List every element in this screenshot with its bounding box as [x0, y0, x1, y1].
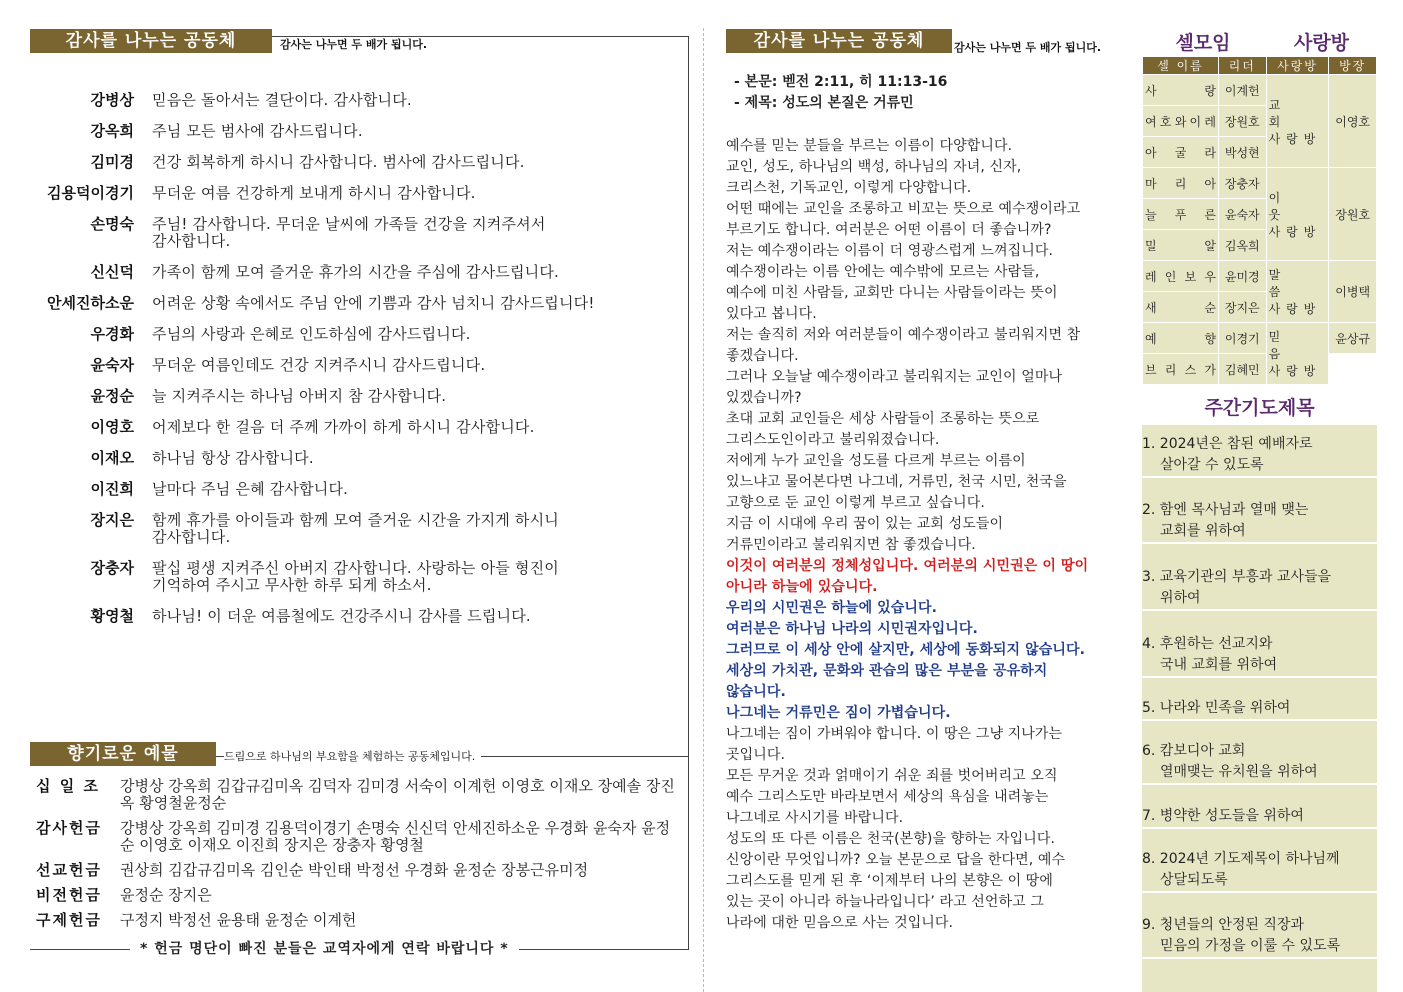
- thanks-text: [134, 216, 664, 250]
- offering-row: [36, 887, 686, 904]
- thanks-name: 장지은: [90, 511, 134, 529]
- thanks-row: [30, 560, 680, 594]
- offering-names: 구정지 박정선 윤용태 윤정순 이계헌: [120, 911, 357, 929]
- thanks-text: [134, 264, 664, 281]
- thanks-line: 주님의 사랑과 은혜로 인도하심에 감사드립니다.: [152, 325, 471, 343]
- thanks-line: 날마다 주님 은혜 감사합니다.: [152, 480, 349, 498]
- thanks-name: 이진희: [90, 480, 134, 498]
- thanks-text: [134, 608, 664, 625]
- sermon-line: 있겠습니까?: [726, 390, 802, 406]
- cell-row: [1143, 323, 1377, 354]
- thanks-line: 함께 휴가를 아이들과 함께 모여 즐거운 시간을 가지게 하시니: [152, 511, 559, 529]
- thanks-name: 윤정순: [90, 387, 134, 405]
- sermon-line: 나라에 대한 믿음으로 사는 것입니다.: [726, 915, 954, 931]
- col-cell-name: 셀 이름: [1143, 57, 1219, 75]
- cell-name: [1143, 292, 1219, 323]
- cell-name-text: 새 순: [1145, 300, 1216, 315]
- offering-names: 강병상 강옥희 김갑규김미옥 김덕자 김미경 서숙이 이계헌 이영호 이재오 장예솔 장진옥 황영철윤정순: [120, 777, 675, 812]
- cell-name-text: 밀 알: [1145, 238, 1216, 253]
- prayer-line: 교회를 위하여: [1160, 523, 1246, 539]
- col-room-leader: 방장: [1329, 57, 1377, 75]
- cell-name-text: 아 굴 라: [1145, 145, 1216, 160]
- thanks-line: 감사합니다.: [152, 528, 231, 546]
- offering-row: [36, 778, 686, 812]
- thanks-text: [134, 154, 664, 171]
- sermon-line: 그리스도를 믿게 된 후 ‘이제부터 나의 본향은 이 땅에: [726, 873, 1054, 889]
- thanks-line: 가족이 함께 모여 즐거운 휴가의 시간을 주심에 감사드립니다.: [152, 263, 559, 281]
- thanks-line: 늘 지켜주시는 하나님 아버지 참 감사합니다.: [152, 387, 447, 405]
- cell-row: [1143, 261, 1377, 292]
- thanks-name: 이영호: [90, 418, 134, 436]
- prayer-line: 8. 2024년 기도제목이 하나님께: [1142, 851, 1340, 867]
- cell-table: [1142, 56, 1377, 385]
- room-title: 사랑방: [1293, 32, 1350, 54]
- thanks-name: 장충자: [90, 559, 134, 577]
- prayer-item: [1142, 915, 1377, 959]
- offering-row: [36, 862, 686, 879]
- sermon-title: - 제목: 성도의 본질은 거류민: [734, 95, 914, 111]
- sermon-line: 교인, 성도, 하나님의 백성, 하나님의 자녀, 신자,: [726, 159, 1022, 175]
- thanks-name: 우경화: [90, 325, 134, 343]
- sermon-line: 저는 솔직히 저와 여러분들이 예수쟁이라고 불리워지면 참: [726, 327, 1081, 343]
- prayer-item: [1142, 434, 1377, 478]
- thanks-text: [134, 357, 664, 374]
- sermon-line: 예수 그리스도만 바라보면서 세상의 욕심을 내려놓는: [726, 789, 1049, 805]
- sermon-line: 아니라 하늘에 있습니다.: [726, 579, 878, 595]
- thanks-name: 윤숙자: [90, 356, 134, 374]
- thanks-row: [30, 419, 680, 436]
- col-room: 사랑방: [1266, 57, 1329, 75]
- thanks-row: [30, 481, 680, 498]
- thanks-text: [134, 560, 664, 594]
- cell-leader: 윤숙자: [1218, 199, 1266, 230]
- prayer-line: 상달되도록: [1160, 872, 1228, 888]
- prayer-line: 1. 2024년은 참된 예배자로: [1142, 436, 1313, 452]
- offering-names: 권상희 김갑규김미옥 김인순 박인태 박정선 우경화 윤정순 장봉근유미정: [120, 861, 589, 879]
- cell-leader: 장지은: [1218, 292, 1266, 323]
- thanks-text: [134, 123, 664, 140]
- cell-name-text: 마 리 아: [1145, 176, 1216, 191]
- sermon-line: 이것이 여러분의 정체성입니다. 여러분의 시민권은 이 땅이: [726, 558, 1089, 574]
- sermon-line: 있는 곳이 아니라 하늘나라입니다’ 라고 선언하고 그: [726, 894, 1044, 910]
- thanks-line: 무더운 여름인데도 건강 지켜주시니 감사드립니다.: [152, 356, 486, 374]
- thanks-line: 어제보다 한 걸음 더 주께 가까이 하게 하시니 감사합니다.: [152, 418, 535, 436]
- sermon-line: 거류민이라고 불리워지면 참 좋겠습니다.: [726, 537, 976, 553]
- thanks-name: 이재오: [90, 449, 134, 467]
- sermon-line: 나그네는 짐이 가벼워야 합니다. 이 땅은 그냥 지나가는: [726, 726, 1063, 742]
- thanks-row: [30, 216, 680, 250]
- offering-header-sub: 드림으로 하나님의 부요함을 체험하는 공동체입니다.: [224, 750, 481, 764]
- cell-name: [1143, 354, 1219, 385]
- cell-name: [1143, 168, 1219, 199]
- sermon-line: 좋겠습니다.: [726, 348, 799, 364]
- sermon-line: 저에게 누가 교인을 성도를 다르게 부르는 이름이: [726, 453, 1026, 469]
- sermon-line: 저는 예수쟁이라는 이름이 더 영광스럽게 느껴집니다.: [726, 243, 1054, 259]
- sermon-header: 감사를 나누는 공동체: [726, 29, 952, 53]
- thanks-line: 기억하여 주시고 무사한 하루 되게 하소서.: [152, 576, 432, 594]
- cell-leader: 이계헌: [1218, 75, 1266, 106]
- sermon-line: 우리의 시민권은 하늘에 있습니다.: [726, 600, 938, 616]
- prayer-title: 주간기도제목: [1204, 397, 1315, 419]
- prayer-line: 살아갈 수 있도록: [1160, 457, 1264, 473]
- offering-label: 비전헌금: [36, 886, 102, 904]
- cell-leader: 김옥희: [1218, 230, 1266, 261]
- sermon-line: 나그네는 거류민은 짐이 가볍습니다.: [726, 705, 951, 721]
- thanks-list: [30, 92, 680, 639]
- prayer-line: 2. 함엔 목사님과 열매 맺는: [1142, 502, 1309, 518]
- sermon-line: 신앙이란 무엇입니까? 오늘 본문으로 답을 한다면, 예수: [726, 852, 1066, 868]
- sermon-line: 지금 이 시대에 우리 꿈이 있는 교회 성도들이: [726, 516, 1004, 532]
- thanks-line: 무더운 여름 건강하게 보내게 하시니 감사합니다.: [152, 184, 476, 202]
- cell-name: [1143, 230, 1219, 261]
- thanks-name: 김미경: [90, 153, 134, 171]
- prayer-line: 국내 교회를 위하여: [1160, 657, 1278, 673]
- sermon-line: 세상의 가치관, 문화와 관습의 많은 부분을 공유하지: [726, 663, 1048, 679]
- thanks-row: [30, 608, 680, 625]
- thanks-line: 감사합니다.: [152, 232, 231, 250]
- thanks-row: [30, 388, 680, 405]
- thanks-row: [30, 295, 680, 312]
- thanks-line: 팔십 평생 지켜주신 아버지 감사합니다. 사랑하는 아들 형진이: [152, 559, 559, 577]
- cell-name: [1143, 261, 1219, 292]
- prayer-line: 5. 나라와 민족을 위하여: [1142, 700, 1291, 716]
- room-name: 이 웃 사랑방: [1266, 168, 1329, 261]
- offering-label: 십 일 조: [36, 777, 100, 795]
- prayer-item: [1142, 634, 1377, 678]
- thanks-text: [134, 388, 664, 405]
- sermon-verse: - 본문: 벧전 2:11, 히 11:13-16: [734, 74, 948, 90]
- room-name: 교 회 사랑방: [1266, 75, 1329, 168]
- thanks-row: [30, 154, 680, 171]
- sermon-line: 있다고 봅니다.: [726, 306, 817, 322]
- prayer-line: 9. 청년들의 안정된 직장과: [1142, 917, 1304, 933]
- thanks-row: [30, 123, 680, 140]
- prayer-line: 위하여: [1160, 590, 1201, 606]
- thanks-name: 신신덕: [90, 263, 134, 281]
- thanks-text: [134, 450, 664, 467]
- offering-label: 감사헌금: [36, 819, 102, 837]
- cell-leader: 박성현: [1218, 137, 1266, 168]
- sermon-line: 크리스천, 기독교인, 이렇게 다양합니다.: [726, 180, 972, 196]
- prayer-line: 믿음의 가정을 이룰 수 있도록: [1160, 938, 1341, 954]
- thanks-header-sub: 감사는 나누면 두 배가 됩니다.: [280, 38, 433, 52]
- sermon-line: 그리스도인이라고 불리워졌습니다.: [726, 432, 940, 448]
- thanks-line: 주님 모든 범사에 감사드립니다.: [152, 122, 363, 140]
- cell-leader: 장충자: [1218, 168, 1266, 199]
- sermon-line: 부르기도 합니다. 여러분은 어떤 이름이 더 좋습니까?: [726, 222, 1052, 238]
- cell-name-text: 여 호 와 이 레: [1145, 114, 1216, 129]
- prayer-item: [1142, 500, 1377, 544]
- thanks-line: 믿음은 돌아서는 결단이다. 감사합니다.: [152, 91, 412, 109]
- thanks-line: 하나님! 이 더운 여름철에도 건강주시니 감사를 드립니다.: [152, 607, 531, 625]
- sermon-line: 고향으로 둔 교인 이렇게 부르고 싶습니다.: [726, 495, 985, 511]
- cell-name-text: 예 향: [1145, 331, 1216, 346]
- thanks-text: [134, 419, 664, 436]
- offering-names: 윤정순 장지은: [120, 886, 212, 904]
- cell-leader: 김혜민: [1218, 354, 1266, 385]
- page-divider: [703, 28, 704, 992]
- thanks-line: 주님! 감사합니다. 무더운 날씨에 가족들 건강을 지켜주셔서: [152, 215, 546, 233]
- sermon-body: [726, 136, 1138, 934]
- cell-leader: 장원호: [1218, 106, 1266, 137]
- prayer-line: 6. 캄보디아 교회: [1142, 743, 1246, 759]
- thanks-row: [30, 512, 680, 546]
- thanks-line: 어려운 상황 속에서도 주님 안에 기쁨과 감사 넘치니 감사드립니다!: [152, 294, 595, 312]
- offering-header: 향기로운 예물: [30, 742, 216, 766]
- cell-name: [1143, 137, 1219, 168]
- thanks-row: [30, 264, 680, 281]
- prayer-line: 4. 후원하는 선교지와: [1142, 636, 1273, 652]
- cell-leader: 이경기: [1218, 323, 1266, 354]
- cell-name: [1143, 75, 1219, 106]
- thanks-text: [134, 512, 664, 546]
- sermon-line: 않습니다.: [726, 684, 786, 700]
- sermon-line: 여러분은 하나님 나라의 시민권자입니다.: [726, 621, 978, 637]
- sermon-line: 어떤 때에는 교인을 조롱하고 비꼬는 뜻으로 예수쟁이라고: [726, 201, 1081, 217]
- offering-label: 선교헌금: [36, 861, 102, 879]
- cell-name: [1143, 199, 1219, 230]
- sermon-line: 예수를 믿는 분들을 부르는 이름이 다양합니다.: [726, 138, 1013, 154]
- thanks-text: [134, 481, 664, 498]
- thanks-line: 하나님 항상 감사합니다.: [152, 449, 314, 467]
- room-leader: 이영호: [1329, 75, 1377, 168]
- sermon-line: 성도의 또 다른 이름은 천국(본향)을 향하는 자입니다.: [726, 831, 1056, 847]
- offering-names: 강병상 강옥희 김미경 김용덕이경기 손명숙 신신덕 안세진하소운 우경화 윤숙자 윤정순 이영호 이재오 이진희 장지은 장충자 황영철: [120, 819, 671, 854]
- thanks-row: [30, 357, 680, 374]
- cell-name: [1143, 323, 1219, 354]
- cell-name-text: 브 리 스 가: [1145, 362, 1216, 377]
- sermon-line: 예수에 미친 사람들, 교회만 다니는 사람들이라는 뜻이: [726, 285, 1058, 301]
- thanks-row: [30, 185, 680, 202]
- sermon-line: 예수쟁이라는 이름 안에는 예수밖에 모르는 사람들,: [726, 264, 1040, 280]
- thanks-text: [134, 295, 664, 312]
- thanks-text: [134, 326, 664, 343]
- room-leader: 장원호: [1329, 168, 1377, 261]
- thanks-name: 강옥희: [90, 122, 134, 140]
- offering-list: [36, 778, 686, 937]
- room-name: 말 씀 사랑방: [1266, 261, 1329, 323]
- thanks-name: 김용덕이경기: [47, 184, 134, 202]
- cell-name: [1143, 106, 1219, 137]
- offering-label: 구제헌금: [36, 911, 102, 929]
- prayer-line: 7. 병약한 성도들을 위하여: [1142, 808, 1304, 824]
- thanks-row: [30, 450, 680, 467]
- sermon-line: 곳입니다.: [726, 747, 786, 763]
- thanks-text: [134, 92, 664, 109]
- thanks-name: 강병상: [90, 91, 134, 109]
- sermon-line: 그러나 오늘날 예수쟁이라고 불리워지는 교인이 얼마나: [726, 369, 1063, 385]
- cell-title: 셀모임: [1175, 32, 1231, 54]
- thanks-text: [134, 185, 664, 202]
- prayer-item: [1142, 741, 1377, 785]
- room-leader: 이병택: [1329, 261, 1377, 323]
- cell-name-text: 레 인 보 우: [1145, 269, 1216, 284]
- thanks-row: [30, 326, 680, 343]
- cell-name-text: 사 랑: [1145, 83, 1216, 98]
- offering-notice: * 헌금 명단이 빠진 분들은 교역자에게 연락 바랍니다 *: [130, 938, 519, 958]
- sermon-header-sub: 감사는 나누면 두 배가 됩니다.: [954, 41, 1102, 54]
- prayer-item: [1142, 698, 1377, 721]
- cell-row: [1143, 168, 1377, 199]
- sermon-line: 그러므로 이 세상 안에 살지만, 세상에 동화되지 않습니다.: [726, 642, 1086, 658]
- cell-name-text: 늘 푸 른: [1145, 207, 1216, 222]
- offering-row: [36, 820, 686, 854]
- thanks-header: 감사를 나누는 공동체: [30, 29, 272, 53]
- thanks-name: 손명숙: [90, 215, 134, 233]
- prayer-item: [1142, 849, 1377, 893]
- cell-row: [1143, 354, 1377, 385]
- room-name: 믿 음 사랑방: [1266, 323, 1329, 385]
- prayer-item: [1142, 806, 1377, 829]
- sermon-line: 초대 교회 교인들은 세상 사람들이 조롱하는 뜻으로: [726, 411, 1040, 427]
- sermon-line: 있느냐고 물어본다면 나그네, 거류민, 천국 시민, 천국을: [726, 474, 1067, 490]
- offering-row: [36, 912, 686, 929]
- prayer-line: 3. 교육기관의 부흥과 교사들을: [1142, 569, 1331, 585]
- room-leader: 윤상규: [1329, 323, 1377, 354]
- col-leader: 리더: [1218, 57, 1266, 75]
- thanks-line: 건강 회복하게 하시니 감사합니다. 범사에 감사드립니다.: [152, 153, 525, 171]
- sermon-line: 나그네로 사시기를 바랍니다.: [726, 810, 904, 826]
- cell-leader: 윤미경: [1218, 261, 1266, 292]
- thanks-name: 황영철: [90, 607, 134, 625]
- sermon-line: 모든 무거운 것과 얽매이기 쉬운 죄를 벗어버리고 오직: [726, 768, 1058, 784]
- cell-row: [1143, 75, 1377, 106]
- prayer-line: 열매맺는 유치원을 위하여: [1160, 764, 1318, 780]
- thanks-name: 안세진하소운: [47, 294, 134, 312]
- thanks-row: [30, 92, 680, 109]
- prayer-item: [1142, 567, 1377, 611]
